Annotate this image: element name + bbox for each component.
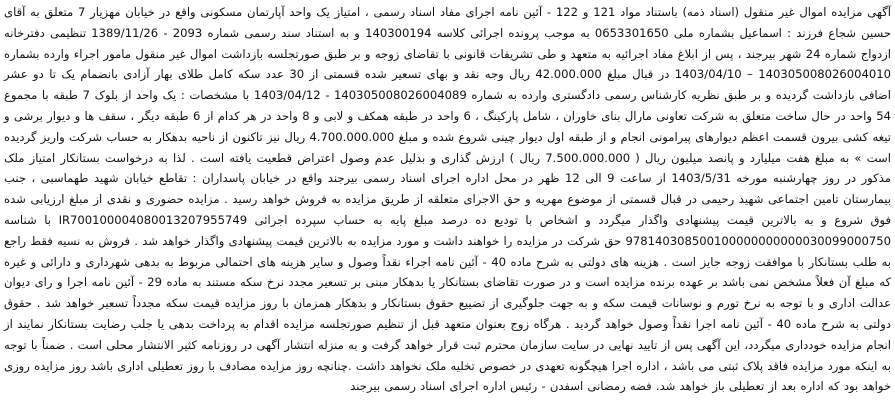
auction-notice-text: آگهی مزایده اموال غیر منقول (اسناد ذمه) باستناد مواد 121 و 122 - آئین نامه اجرای مفاد اسناد رسمی ، امتیاز یک واحد آپارتمان مسکونی واقع در خیابان مهزیار 7 متعلق به آقای حسین شجاع فرزند : اسماعیل بشماره ملی 0653301650 به موجب پرونده اجرائی کلاسه 140300194 و به استناد سند رسمی شماره 2093 - 1389/11/26 تنظیمی دفترخانه ازدواج شماره 24 شهر بیرجند ، پس از ابلاغ مفاد اجرائیه به متعهد و طی تشریفات قانونی با تقاضای زوجه و بر طبق صورتجلسه بازداشت اموال غیر منقول مامور اجراء وارده بشماره 140305008026004010 – 1403/04/10 در قبال مبلغ 42.000.000 ریال وجه نقد و بهای تسعیر شده قسمتی از 30 عدد سکه کامل طلای بهار آزادی بانضمام یک تا دو عشر اضافی بازداشت گردیده و بر طبق نظریه کارشناس رسمی دادگستری وارده به شماره 140305008026004089 - 1403/04/12 با مشخصات : یک واحد از بلوک 7 طبقه با مجموع 54 واحد در حال ساخت متعلق به شرکت تعاونی مارال بنای خاوران ، شامل پارکینگ ، 6 واحد در طبقه همکف و لابی و 8 واحد در هر کدام از 6 طبقه دیگر ، سقف ها و دیوار برشی و تیغه کشی بیرون قسمت اعظم دیوارهای پیرامونی انجام و از طبقه اول دیوار چینی شروع شده و مبلغ 4.700.000.000 ریال نیز تاکنون از ناحیه بدهکار به حساب شرکت واریز گردیده است » به مبلغ هفت میلیارد و پانصد میلیون ریال ( 7.500.000.000 ریال ) ارزش گذاری و بدلیل عدم وصول اعتراض قطعیت یافته است . لذا به درخواست بستانکار امتیاز ملک مذکور در روز چهارشنبه مورخه 1403/5/31 از ساعت 9 الی 12 ظهر در محل اداره اجرای اسناد رسمی بیرجند واقع در خیابان پاسداران : تقاطع خیابان شهید طهماسبی ، جنب بیمارستان تامین اجتماعی شهید رحیمی در قبال قسمتی از موضوع مهریه و حق الاجرای متعلقه از طریق مزایده به فروش خواهد رسید . مزایده حضوری و نقدی از مبلغ ارزیابی شده فوق شروع و به بالاترین قیمت پیشنهادی واگذار میگردد و اشخاص با تودیع ده درصد مبلغ پایه به حساب سپرده اجرائی IR700100004080013207955749 با شناسه 978140308500100000000000030099000750 حق شرکت در مزایده را خواهند داشت و مورد مزایده به بالاترین قیمت پیشنهادی واگذار خواهد شد . فروش به نسیه فقط راجع به طلب بستانکار با موافقت زوجه جایز است . هزینه های دولتی به شرح ماده 40 - آئین نامه اجراء نقداً وصول و سایر هزینه های احتمالی مربوط به بدهی شهرداری و دارائی و غیره که مبلغ آن فعلاً مشخص نمی باشد بر عهده برنده مزایده است و در صورت تقاضای بستانکار یا بدهکار مبنی بر تسعیر مجدد نرخ سکه مستند به ماده 29 - آئین نامه اجرا و رای دیوان عدالت اداری و با توجه به نرخ تورم و نوسانات قیمت سکه و به جهت جلوگیری از تضییع حقوق بستانکار و بدهکار همزمان با روز مزایده قیمت سکه مجدداً تسعیر خواهد شد . حقوق دولتی به شرح ماده 40 - آئین نامه اجرا نقداً وصول خواهد گردید . هرگاه زوج بعنوان متعهد قبل از تنظیم صورتجلسه مزایده اقدام به پرداخت بدهی یا جلب رضایت بستانکار نمایند از انجام مزایده خودداری میگردد، این آگهی پس از تایید نهایی در سایت سازمان محترم ثبت قرار خواهد گرفت و به منزله انتشار آگهی در روزنامه کثیر الانتشار محلی است . ضمناً با توجه به اینکه مورد مزایده فاقد پلاک ثبتی می باشد ، اداره اجرا هیچگونه تعهدی در خصوص تخلیه ملک نخواهد داشت .چنانچه روز مزایده مصادف با روز تعطیلی اداری باشد روز مزایده روزی خواهد بود که اداره بعد از تعطیلی باز خواهد شد. فضه رمضانی اسفدن - رئیس اداره اجرای اسناد رسمی بیرجند <box>4 5 892 394</box>
